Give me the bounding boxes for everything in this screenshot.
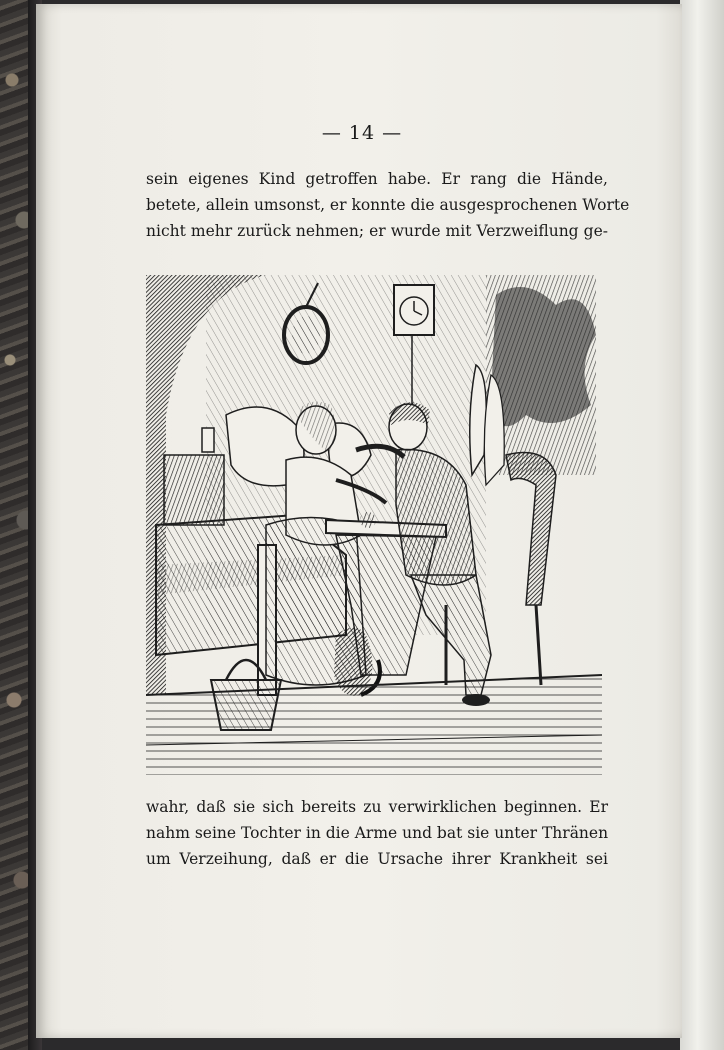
text-line: nicht mehr zurück nehmen; er wurde mit Verzweiflung ge- xyxy=(146,222,608,240)
paragraph-bottom xyxy=(146,794,608,872)
text-line: um Verzeihung, daß er die Ursache ihrer Krankheit sei xyxy=(146,850,608,868)
text-line: wahr, daß sie sich bereits zu verwirklichen beginnen. Er xyxy=(146,798,608,816)
text-line: betete, allein umsonst, er konnte die ausgesprochenen Worte xyxy=(146,196,630,214)
next-page-edge xyxy=(680,0,724,1050)
paragraph-top xyxy=(146,166,630,244)
text-line: sein eigenes Kind getroffen habe. Er rang die Hände, xyxy=(146,170,608,188)
text-line: nahm seine Tochter in die Arme und bat sie unter Thränen xyxy=(146,824,609,842)
engraving-sickbed-scene-icon xyxy=(146,275,602,775)
page-number: — 14 — xyxy=(321,122,403,144)
